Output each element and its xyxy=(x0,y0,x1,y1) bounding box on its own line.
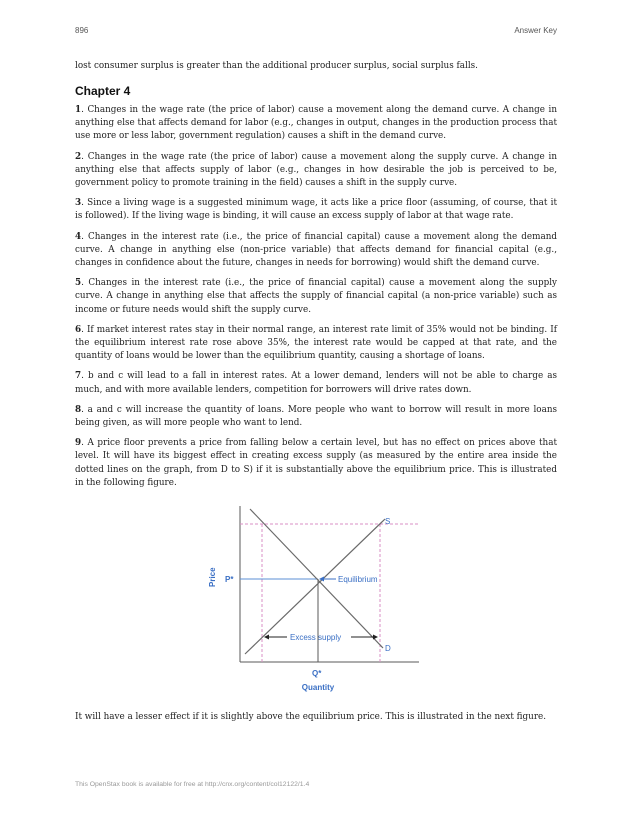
answer-item xyxy=(75,197,557,223)
excess-supply-right-arrowhead xyxy=(373,635,378,640)
answer-text: . b and c will lead to a fall in interest rates. At a lower demand, lenders will not be able to charge as much, and with more available lenders, competition for borrowers will drive rates down. xyxy=(75,371,557,395)
answer-number: 9 xyxy=(75,438,82,449)
answer-number: 2 xyxy=(75,151,82,162)
supply-label: S xyxy=(385,517,391,526)
demand-label: D xyxy=(385,644,391,653)
answer-item xyxy=(75,324,557,364)
q-star-label: Q* xyxy=(312,669,322,678)
answer-number: 8 xyxy=(75,404,82,415)
answer-item xyxy=(75,151,557,191)
answer-number: 6 xyxy=(75,324,82,335)
answer-text: . If market interest rates stay in their normal range, an interest rate limit of 35% would not be binding. If the equilibrium interest rate rose above 35%, the interest rate would be capped at that rate, and the quantity of loans would be lower than the equilibrium quantity, causing a shortage of loans. xyxy=(75,324,557,362)
answer-list xyxy=(75,104,557,497)
answer-text: . Since a living wage is a suggested minimum wage, it acts like a price floor (assuming, of course, that it is followed). If the living wage is binding, it will cause an excess supply of labor at that wage rate. xyxy=(75,198,557,222)
closing-paragraph: It will have a lesser effect if it is slightly above the equilibrium price. This is illustrated in the next figure. xyxy=(75,712,547,722)
answer-text: . a and c will increase the quantity of loans. More people who want to borrow will result in more loans being given, as will more people who want to lend. xyxy=(75,404,557,429)
y-axis-label: Price xyxy=(208,567,217,587)
supply-demand-graph xyxy=(205,504,425,698)
answer-item xyxy=(75,437,557,490)
running-header: Answer Key xyxy=(514,26,557,35)
answer-number: 7 xyxy=(75,371,82,382)
answer-number: 4 xyxy=(75,231,82,242)
answer-text: . A price floor prevents a price from falling below a certain level, but has no effect on prices above that level. It will have its biggest effect in creating excess supply (as measured by the entire area inside the dotted lines on the graph, from D to S) if it is substantially above the equilibrium price. This is illustrated in the following figure. xyxy=(75,438,557,488)
excess-supply-label: Excess supply xyxy=(290,633,342,642)
answer-text: . Changes in the wage rate (the price of labor) cause a movement along the supply curve. A change in anything else that affects supply of labor (e.g., changes in how desirable the job is perceived to be, government policy to promote training in the field) causes a shift in the supply curve. xyxy=(75,151,557,189)
chapter-heading: Chapter 4 xyxy=(75,84,131,98)
answer-number: 3 xyxy=(75,198,82,209)
answer-item xyxy=(75,370,557,396)
price-floor-figure xyxy=(205,504,425,698)
p-star-label: P* xyxy=(225,575,234,584)
x-axis-label: Quantity xyxy=(301,683,335,692)
answer-text: . Changes in the interest rate (i.e., the price of financial capital) cause a movement along the supply curve. A change in anything else that affects the supply of financial capital (a non-price variable) such as income or future needs would shift the supply curve. xyxy=(75,278,557,315)
equilibrium-label: Equilibrium xyxy=(338,575,378,584)
page-number: 896 xyxy=(75,26,89,35)
answer-item xyxy=(75,277,557,317)
answer-item xyxy=(75,404,557,430)
intro-paragraph: lost consumer surplus is greater than the additional producer surplus, social surplus falls. xyxy=(75,61,478,71)
answer-text: . Changes in the interest rate (i.e., the price of financial capital) cause a movement along the demand curve. A change in anything else (non-price variable) that affects demand for financial capital (e.g., changes in confidence about the future, changes in needs for borrowing) would shift the demand curve. xyxy=(75,231,557,269)
page-footer: This OpenStax book is available for free at http://cnx.org/content/col12122/1.4 xyxy=(75,781,310,788)
answer-item xyxy=(75,231,557,271)
answer-text: . Changes in the wage rate (the price of labor) cause a movement along the demand curve. A change in anything else that affects demand for labor (e.g., changes in output, changes in the production process that use more or less labor, government regulation) causes a shift in the demand curve. xyxy=(75,105,557,142)
answer-item xyxy=(75,104,557,144)
answer-number: 1 xyxy=(75,105,82,115)
answer-number: 5 xyxy=(75,278,82,289)
